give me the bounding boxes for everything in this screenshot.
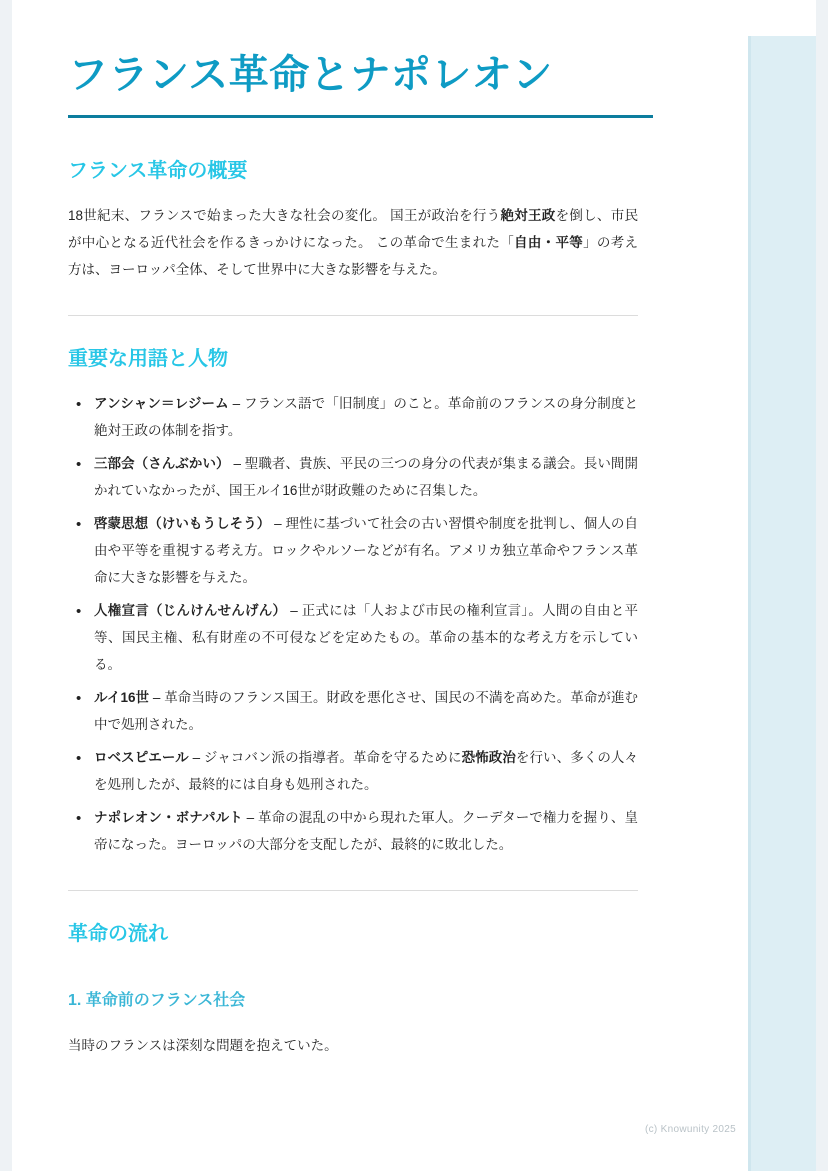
page-accent-bar-line xyxy=(748,36,751,1171)
section-divider-1 xyxy=(68,315,638,316)
list-item xyxy=(68,597,638,678)
term-description: – ジャコバン派の指導者。革命を守るために恐怖政治を行い、多くの人々を処刑したが、最終的には自身も処刑された。 xyxy=(94,750,639,793)
section-heading-terms: 重要な用語と人物 xyxy=(68,348,228,371)
term-label: ナポレオン・ボナパルト xyxy=(94,810,243,826)
term-description: – 正式には「人および市民の権利宣言」。人間の自由と平等、国民主権、私有財産の不可侵などを定めたもの。革命の基本的な考え方を示している。 xyxy=(94,603,638,673)
page-accent-bar xyxy=(748,36,816,1171)
list-item xyxy=(68,390,638,444)
term-description: – 革命当時のフランス国王。財政を悪化させ、国民の不満を高めた。革命が進む中で処刑された。 xyxy=(94,690,639,733)
terms-list xyxy=(68,390,638,858)
term-label: ロベスピエール xyxy=(94,750,189,766)
section-heading-flow: 革命の流れ xyxy=(68,923,168,946)
document-content xyxy=(68,52,638,1065)
title-divider xyxy=(68,115,653,118)
term-label: 啓蒙思想（けいもうしそう） xyxy=(94,516,271,532)
term-description: – 革命の混乱の中から現れた軍人。クーデターで権力を握り、皇帝になった。ヨーロッパの大部分を支配したが、最終的に敗北した。 xyxy=(94,810,638,853)
list-item xyxy=(68,450,638,504)
term-description: – フランス語で「旧制度」のこと。革命前のフランスの身分制度と絶対王政の体制を指す。 xyxy=(94,396,639,439)
section-heading-overview: フランス革命の概要 xyxy=(68,160,248,183)
list-item xyxy=(68,804,638,858)
prerevolution-paragraph: 当時のフランスは深刻な問題を抱えていた。 xyxy=(68,1037,338,1053)
term-description: – 理性に基づいて社会の古い習慣や制度を批判し、個人の自由や平等を重視する考え方。ロックやルソーなどが有名。アメリカ独立革命やフランス革命に大きな影響を与えた。 xyxy=(94,516,638,586)
subsection-heading-prerevolution: 1. 革命前のフランス社会 xyxy=(68,992,246,1010)
page-right-margin xyxy=(816,0,828,1171)
list-item xyxy=(68,684,638,738)
list-item xyxy=(68,744,638,798)
spacer xyxy=(68,965,638,991)
page-title: フランス革命とナポレオン xyxy=(68,53,553,97)
term-label: 三部会（さんぶかい） xyxy=(94,456,230,472)
term-label: ルイ16世 xyxy=(94,690,150,706)
section-divider-2 xyxy=(68,890,638,891)
footer-copyright: (c) Knowunity 2025 xyxy=(644,1124,736,1135)
page-left-margin xyxy=(0,0,12,1171)
list-item xyxy=(68,510,638,591)
overview-paragraph: 18世紀末、フランスで始まった大きな社会の変化。 国王が政治を行う絶対王政を倒し、市民が中心となる近代社会を作るきっかけになった。 この革命で生まれた「自由・平等」の考え方は、ヨーロッパ全体、そして世界中に大きな影響を与えた。 xyxy=(68,208,639,278)
term-description: – 聖職者、貴族、平民の三つの身分の代表が集まる議会。長い間開かれていなかったが、国王ルイ16世が財政難のために召集した。 xyxy=(94,456,638,499)
term-label: 人権宣言（じんけんせんげん） xyxy=(94,603,287,619)
term-label: アンシャン＝レジーム xyxy=(94,396,229,412)
